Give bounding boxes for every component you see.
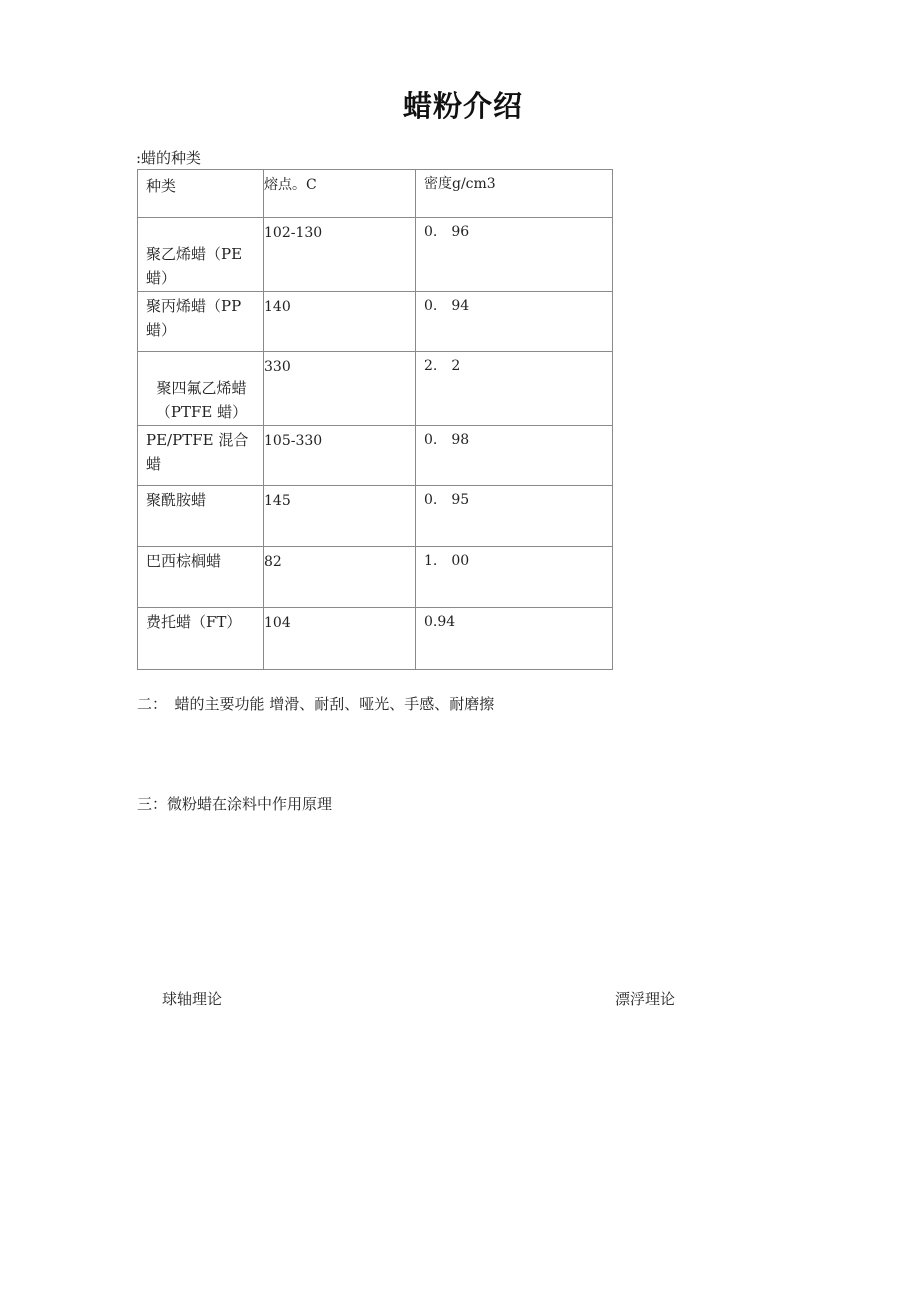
melting-point: 140 [264,292,416,352]
density-int: 0. [424,298,438,314]
density-dec: 94 [451,298,470,314]
wax-types-table [137,169,613,670]
table-row [138,608,613,670]
wax-name: 聚丙烯蜡（PP蜡） [138,292,264,352]
table-row [138,547,613,608]
density-dec: 98 [451,432,470,448]
table-header-row [138,170,613,218]
header-type: 种类 [138,170,264,218]
density-int: 0. [424,224,438,240]
density-dec: 96 [451,224,470,240]
table-row [138,292,613,352]
density [416,486,613,547]
density-dec: 95 [451,492,470,508]
density [416,547,613,608]
wax-name: 聚乙烯蜡（PE蜡） [138,218,264,292]
page-title: 蜡粉介绍 [402,89,523,123]
density [416,218,613,292]
density-dec: 2 [451,358,461,374]
section-heading-principle: 三：微粉蜡在涂料中作用原理 [137,795,333,813]
section-heading-wax-functions: 二： 蜡的主要功能 增滑、耐刮、哑光、手感、耐磨擦 [137,695,495,713]
table-row [138,218,613,292]
header-density: 密度g/cm3 [416,170,613,218]
density-dec: 00 [451,553,470,569]
melting-point: 104 [264,608,416,670]
density [416,426,613,486]
density [416,608,613,670]
density-int: 1. [424,553,438,569]
melting-point: 82 [264,547,416,608]
section-heading-wax-types: :蜡的种类 [136,149,202,167]
density-int: 2. [424,358,438,374]
header-melting-point: 熔点。C [264,170,416,218]
floating-theory-label: 漂浮理论 [615,990,676,1008]
wax-name: PE/PTFE 混合蜡 [138,426,264,486]
table-row [138,486,613,547]
density-int: 0. [424,432,438,448]
density-int: 0. [424,492,438,508]
ball-bearing-theory-label: 球轴理论 [162,990,223,1008]
wax-name: 巴西棕榈蜡 [138,547,264,608]
melting-point: 330 [264,352,416,426]
density [416,352,613,426]
wax-name: 聚酰胺蜡 [138,486,264,547]
wax-name: 聚四氟乙烯蜡（PTFE 蜡） [138,352,264,426]
melting-point: 145 [264,486,416,547]
table-row [138,426,613,486]
melting-point: 105-330 [264,426,416,486]
table-row [138,352,613,426]
density-value: 0.94 [424,614,456,630]
wax-name: 费托蜡（FT） [138,608,264,670]
melting-point: 102-130 [264,218,416,292]
density [416,292,613,352]
